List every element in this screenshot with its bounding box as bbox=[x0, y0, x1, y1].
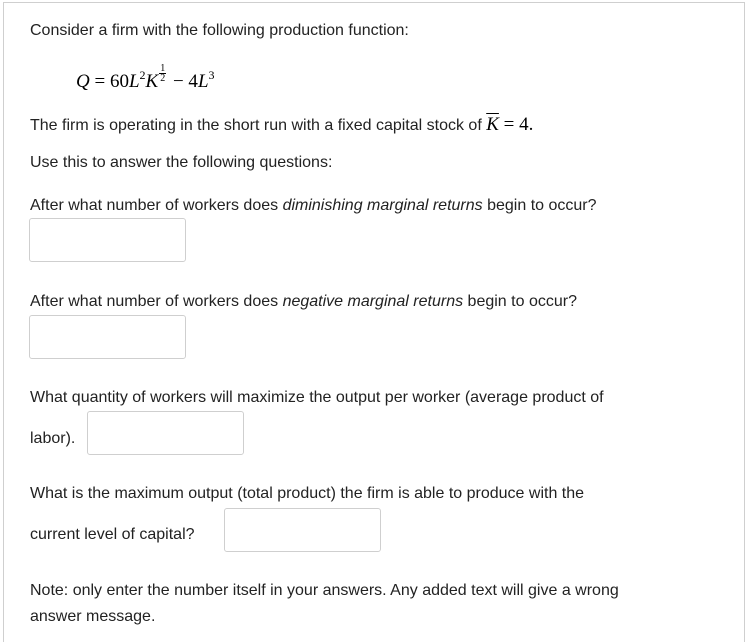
eq-frac-num: 1 bbox=[160, 63, 166, 74]
eq-minus-4: − 4 bbox=[168, 71, 198, 92]
q2-before: After what number of workers does bbox=[30, 293, 283, 310]
eq-q: Q bbox=[76, 71, 90, 92]
k-bar-value: = 4. bbox=[498, 114, 534, 135]
question-2 bbox=[30, 293, 577, 311]
production-function-equation bbox=[76, 64, 215, 93]
question-1 bbox=[30, 197, 597, 215]
eq-equals-60: = 60 bbox=[89, 71, 129, 92]
note-line-1: Note: only enter the number itself in your answers. Any added text will give a wrong bbox=[30, 582, 619, 599]
answer-1-input[interactable] bbox=[29, 218, 186, 262]
q2-italic: negative marginal returns bbox=[282, 293, 464, 310]
q1-after: begin to occur? bbox=[482, 197, 597, 214]
q2-after: begin to occur? bbox=[463, 293, 577, 310]
answer-4-input[interactable] bbox=[224, 508, 381, 552]
note-line-2: answer message. bbox=[30, 608, 156, 625]
answer-2-input[interactable] bbox=[29, 315, 186, 359]
eq-exp-3: 3 bbox=[208, 68, 215, 82]
short-run-text bbox=[30, 114, 533, 136]
question-4-line-2: current level of capital? bbox=[30, 526, 195, 543]
use-text: Use this to answer the following questions: bbox=[30, 154, 333, 171]
eq-frac-den: 2 bbox=[160, 73, 166, 84]
k-bar: $\overline{K}$ bbox=[486, 114, 499, 135]
eq-l2: L bbox=[197, 71, 209, 92]
q1-italic: diminishing marginal returns bbox=[282, 197, 483, 214]
question-3-line-1: What quantity of workers will maximize the output per worker (average product of bbox=[30, 389, 604, 406]
eq-l: L bbox=[128, 71, 140, 92]
eq-k: K bbox=[145, 71, 159, 92]
question-3-line-2: labor). bbox=[30, 430, 76, 447]
q1-before: After what number of workers does bbox=[30, 197, 283, 214]
question-4-line-1: What is the maximum output (total product) the firm is able to produce with the bbox=[30, 485, 585, 502]
eq-exp-2: 2 bbox=[139, 68, 146, 82]
short-run-math bbox=[486, 114, 533, 135]
eq-half-exponent bbox=[159, 64, 166, 83]
short-run-label: The firm is operating in the short run with a fixed capital stock of bbox=[30, 117, 487, 134]
intro-text: Consider a firm with the following production function: bbox=[30, 22, 409, 39]
answer-3-input[interactable] bbox=[87, 411, 244, 455]
